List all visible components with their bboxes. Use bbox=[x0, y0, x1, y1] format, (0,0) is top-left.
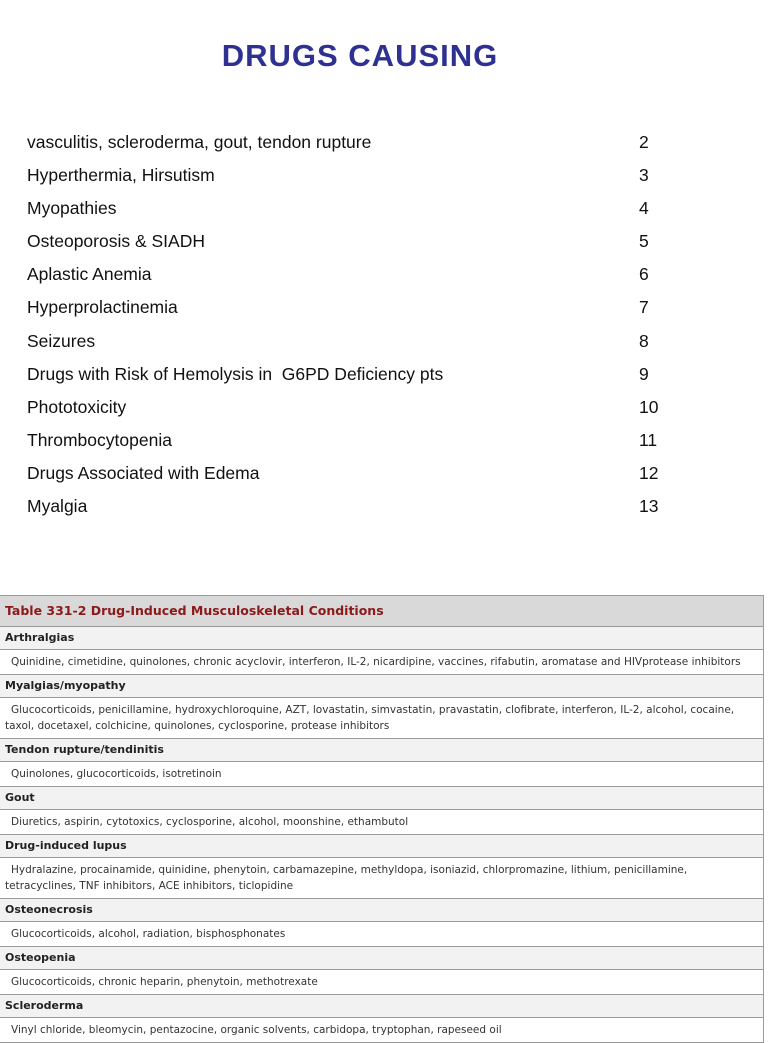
toc-page-number: 5 bbox=[639, 231, 649, 252]
toc-label: Osteoporosis & SIADH bbox=[27, 231, 205, 252]
toc-label: Aplastic Anemia bbox=[27, 264, 152, 285]
toc-label: Thrombocytopenia bbox=[27, 429, 172, 450]
table-of-contents bbox=[27, 126, 667, 523]
toc-label: Hyperprolactinemia bbox=[27, 297, 178, 318]
toc-row[interactable] bbox=[27, 424, 667, 457]
drug-list: Glucocorticoids, alcohol, radiation, bisphosphonates bbox=[11, 928, 286, 940]
drug-list: Glucocorticoids, chronic heparin, phenytoin, methotrexate bbox=[11, 976, 318, 988]
toc-row[interactable] bbox=[27, 291, 667, 324]
toc-row[interactable] bbox=[27, 358, 667, 391]
table-row bbox=[0, 675, 763, 739]
condition-heading: Drug-induced lupus bbox=[0, 835, 763, 857]
toc-row[interactable] bbox=[27, 325, 667, 358]
toc-row[interactable] bbox=[27, 159, 667, 192]
table-row bbox=[0, 835, 763, 899]
table-row bbox=[0, 787, 763, 835]
table-row bbox=[0, 739, 763, 787]
toc-page-number: 2 bbox=[639, 132, 649, 152]
toc-label: Drugs with Risk of Hemolysis in G6PD Deficiency pts bbox=[27, 363, 444, 384]
toc-row[interactable] bbox=[27, 225, 667, 258]
toc-page-number: 3 bbox=[639, 165, 649, 186]
table-row bbox=[0, 947, 763, 995]
toc-page-number: 8 bbox=[639, 330, 649, 351]
toc-label: Hyperthermia, Hirsutism bbox=[27, 165, 215, 186]
table-row bbox=[0, 899, 763, 947]
toc-row[interactable] bbox=[27, 258, 667, 291]
toc-row[interactable] bbox=[27, 192, 667, 225]
toc-label: Myopathies bbox=[27, 198, 117, 219]
toc-page-number: 12 bbox=[639, 462, 659, 483]
toc-page-number: 11 bbox=[639, 429, 658, 450]
drug-conditions-table bbox=[0, 595, 764, 1043]
toc-label: vasculitis, scleroderma, gout, tendon rupture bbox=[27, 132, 372, 152]
condition-heading: Osteonecrosis bbox=[0, 899, 763, 921]
toc-row[interactable] bbox=[27, 457, 667, 490]
toc-row[interactable] bbox=[27, 391, 667, 424]
drug-list: Glucocorticoids, penicillamine, hydroxychloroquine, AZT, lovastatin, simvastatin, pravastatin, clofibrate, interferon, IL-2, alcohol, cocaine, taxol, docetaxel, colchicine, quinolones, cyclosporine, protease inhibitors bbox=[5, 704, 735, 732]
toc-page-number: 9 bbox=[639, 363, 649, 384]
toc-label: Drugs Associated with Edema bbox=[27, 462, 260, 483]
condition-heading: Arthralgias bbox=[0, 627, 763, 649]
toc-page-number: 4 bbox=[639, 198, 649, 219]
condition-heading: Scleroderma bbox=[0, 995, 763, 1017]
page-title: DRUGS CAUSING bbox=[221, 38, 499, 73]
toc-page-number: 10 bbox=[639, 396, 659, 417]
condition-heading: Gout bbox=[0, 787, 763, 809]
drug-list: Hydralazine, procainamide, quinidine, phenytoin, carbamazepine, methyldopa, isoniazid, chlorpromazine, lithium, penicillamine, tetracyclines, TNF inhibitors, ACE inhibitors, ticlopidine bbox=[5, 864, 688, 892]
drug-list: Vinyl chloride, bleomycin, pentazocine, organic solvents, carbidopa, tryptophan, rapeseed oil bbox=[11, 1024, 502, 1036]
table-row bbox=[0, 627, 763, 675]
toc-row[interactable] bbox=[27, 126, 667, 159]
toc-label: Myalgia bbox=[27, 496, 88, 517]
table-caption: Table 331-2 Drug-Induced Musculoskeletal Conditions bbox=[0, 596, 763, 627]
condition-heading: Osteopenia bbox=[0, 947, 763, 969]
table-row bbox=[0, 995, 763, 1043]
condition-heading: Tendon rupture/tendinitis bbox=[0, 739, 763, 761]
toc-page-number: 13 bbox=[639, 496, 659, 517]
toc-row[interactable] bbox=[27, 490, 667, 523]
drug-list: Diuretics, aspirin, cytotoxics, cyclosporine, alcohol, moonshine, ethambutol bbox=[11, 816, 409, 828]
toc-label: Seizures bbox=[27, 330, 96, 351]
toc-label: Phototoxicity bbox=[27, 396, 127, 417]
toc-page-number: 7 bbox=[639, 297, 649, 318]
drug-list: Quinolones, glucocorticoids, isotretinoin bbox=[11, 768, 222, 780]
drug-list: Quinidine, cimetidine, quinolones, chronic acyclovir, interferon, IL-2, nicardipine, vaccines, rifabutin, aromatase and HIVprotease inhibitors bbox=[11, 656, 741, 668]
condition-heading: Myalgias/myopathy bbox=[0, 675, 763, 697]
toc-page-number: 6 bbox=[639, 264, 649, 285]
